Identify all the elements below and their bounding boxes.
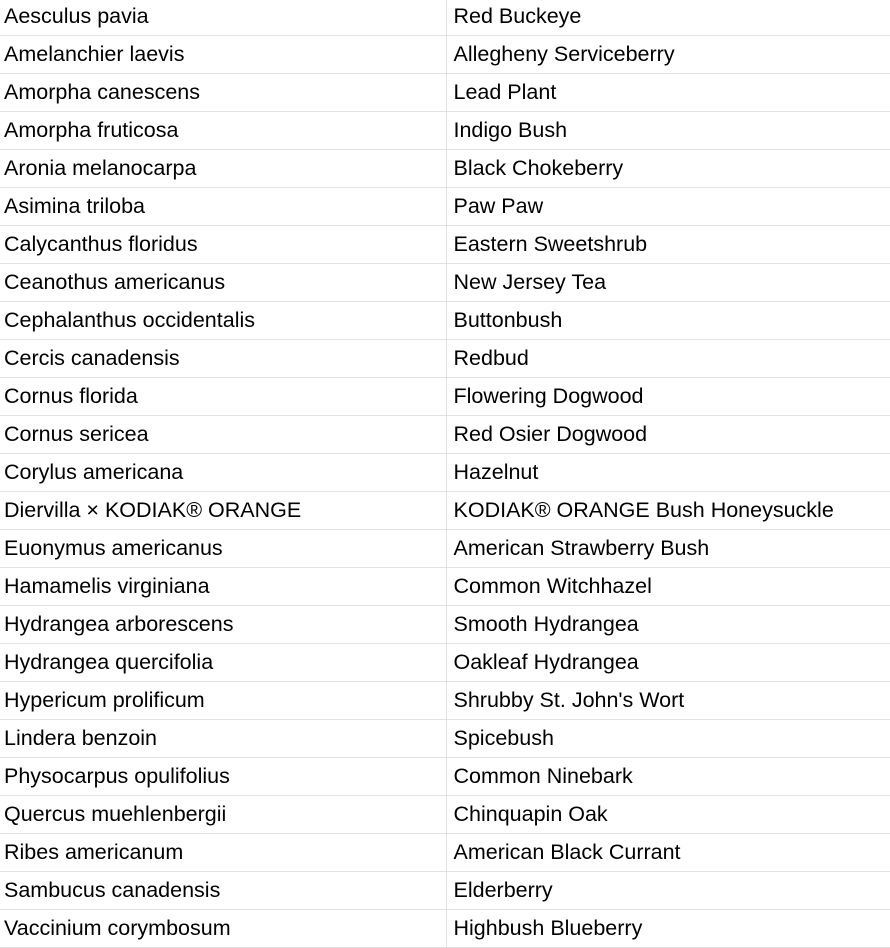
scientific-name-cell[interactable]: Lindera benzoin [0, 720, 446, 758]
common-name-cell[interactable]: Flowering Dogwood [446, 378, 890, 416]
scientific-name-cell[interactable]: Diervilla × KODIAK® ORANGE [0, 492, 446, 530]
scientific-name-cell[interactable]: Ribes americanum [0, 834, 446, 872]
table-row [0, 796, 890, 834]
common-name-cell[interactable]: Black Chokeberry [446, 150, 890, 188]
common-name-cell[interactable]: Red Osier Dogwood [446, 416, 890, 454]
common-name-cell[interactable]: Eastern Sweetshrub [446, 226, 890, 264]
common-name-cell[interactable]: KODIAK® ORANGE Bush Honeysuckle [446, 492, 890, 530]
scientific-name-cell[interactable]: Aronia melanocarpa [0, 150, 446, 188]
table-row [0, 340, 890, 378]
scientific-name-cell[interactable]: Physocarpus opulifolius [0, 758, 446, 796]
scientific-name-cell[interactable]: Euonymus americanus [0, 530, 446, 568]
table-row [0, 302, 890, 340]
table-row [0, 0, 890, 36]
table-row [0, 74, 890, 112]
table-row [0, 720, 890, 758]
table-row [0, 834, 890, 872]
table-row [0, 36, 890, 74]
common-name-cell[interactable]: Smooth Hydrangea [446, 606, 890, 644]
table-row [0, 682, 890, 720]
table-row [0, 492, 890, 530]
table-row [0, 644, 890, 682]
scientific-name-cell[interactable]: Hydrangea quercifolia [0, 644, 446, 682]
scientific-name-cell[interactable]: Cercis canadensis [0, 340, 446, 378]
scientific-name-cell[interactable]: Hydrangea arborescens [0, 606, 446, 644]
table-row [0, 758, 890, 796]
table-row [0, 416, 890, 454]
common-name-cell[interactable]: Shrubby St. John's Wort [446, 682, 890, 720]
table-row [0, 910, 890, 948]
table-row [0, 150, 890, 188]
common-name-cell[interactable]: Chinquapin Oak [446, 796, 890, 834]
scientific-name-cell[interactable]: Cornus florida [0, 378, 446, 416]
scientific-name-cell[interactable]: Amorpha canescens [0, 74, 446, 112]
scientific-name-cell[interactable]: Quercus muehlenbergii [0, 796, 446, 834]
table-row [0, 568, 890, 606]
table-row [0, 112, 890, 150]
table-row [0, 378, 890, 416]
scientific-name-cell[interactable]: Asimina triloba [0, 188, 446, 226]
common-name-cell[interactable]: New Jersey Tea [446, 264, 890, 302]
common-name-cell[interactable]: Red Buckeye [446, 0, 890, 36]
scientific-name-cell[interactable]: Calycanthus floridus [0, 226, 446, 264]
scientific-name-cell[interactable]: Hypericum prolificum [0, 682, 446, 720]
common-name-cell[interactable]: Common Witchhazel [446, 568, 890, 606]
table-row [0, 872, 890, 910]
scientific-name-cell[interactable]: Hamamelis virginiana [0, 568, 446, 606]
scientific-name-cell[interactable]: Amelanchier laevis [0, 36, 446, 74]
common-name-cell[interactable]: American Black Currant [446, 834, 890, 872]
table-row [0, 226, 890, 264]
common-name-cell[interactable]: Buttonbush [446, 302, 890, 340]
common-name-cell[interactable]: Allegheny Serviceberry [446, 36, 890, 74]
common-name-cell[interactable]: American Strawberry Bush [446, 530, 890, 568]
scientific-name-cell[interactable]: Cornus sericea [0, 416, 446, 454]
scientific-name-cell[interactable]: Aesculus pavia [0, 0, 446, 36]
table-row [0, 454, 890, 492]
common-name-cell[interactable]: Spicebush [446, 720, 890, 758]
scientific-name-cell[interactable]: Ceanothus americanus [0, 264, 446, 302]
scientific-name-cell[interactable]: Vaccinium corymbosum [0, 910, 446, 948]
common-name-cell[interactable]: Redbud [446, 340, 890, 378]
common-name-cell[interactable]: Highbush Blueberry [446, 910, 890, 948]
common-name-cell[interactable]: Oakleaf Hydrangea [446, 644, 890, 682]
table-row [0, 188, 890, 226]
scientific-name-cell[interactable]: Amorpha fruticosa [0, 112, 446, 150]
common-name-cell[interactable]: Common Ninebark [446, 758, 890, 796]
common-name-cell[interactable]: Lead Plant [446, 74, 890, 112]
common-name-cell[interactable]: Paw Paw [446, 188, 890, 226]
table-row [0, 264, 890, 302]
common-name-cell[interactable]: Indigo Bush [446, 112, 890, 150]
table-row [0, 530, 890, 568]
common-name-cell[interactable]: Hazelnut [446, 454, 890, 492]
common-name-cell[interactable]: Elderberry [446, 872, 890, 910]
scientific-name-cell[interactable]: Sambucus canadensis [0, 872, 446, 910]
table-row [0, 606, 890, 644]
scientific-name-cell[interactable]: Cephalanthus occidentalis [0, 302, 446, 340]
scientific-name-cell[interactable]: Corylus americana [0, 454, 446, 492]
